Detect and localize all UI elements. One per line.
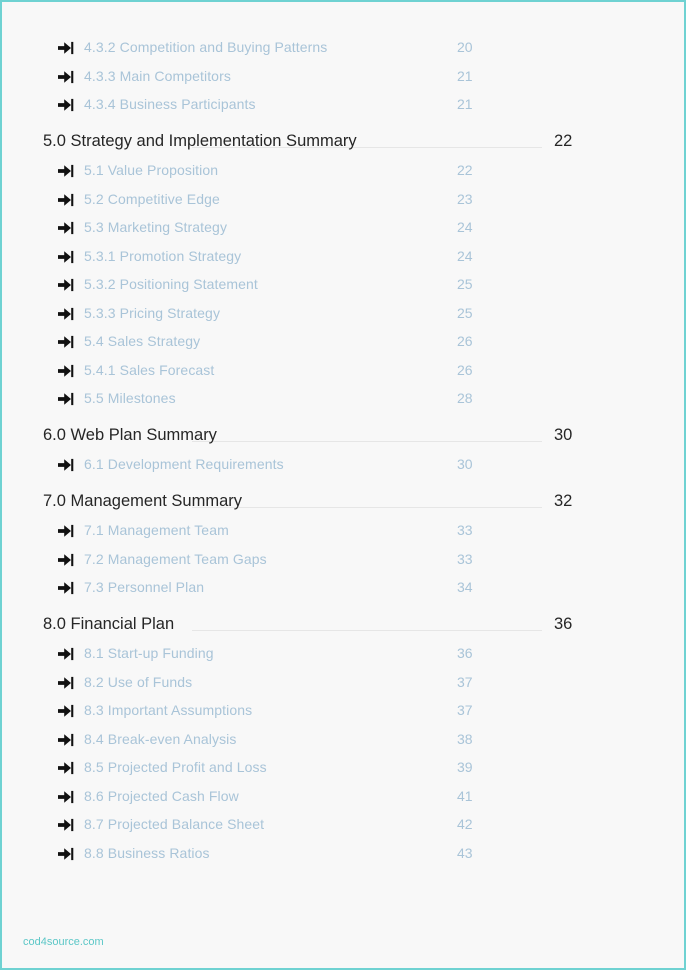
toc-entry-label: 5.2 Competitive Edge bbox=[84, 191, 220, 207]
toc-entry[interactable] bbox=[2, 815, 684, 837]
toc-entry[interactable] bbox=[2, 389, 684, 411]
leader-line bbox=[192, 441, 542, 442]
toc-entry[interactable] bbox=[2, 275, 684, 297]
toc-page-number: 36 bbox=[554, 615, 573, 633]
sign-in-icon bbox=[57, 41, 74, 55]
sign-in-icon bbox=[57, 524, 74, 538]
toc-entry[interactable] bbox=[2, 361, 684, 383]
sign-in-icon bbox=[57, 818, 74, 832]
sign-in-icon bbox=[57, 364, 74, 378]
sign-in-icon bbox=[57, 553, 74, 567]
sign-in-icon bbox=[57, 278, 74, 292]
toc-entry-label: 7.2 Management Team Gaps bbox=[84, 551, 267, 567]
toc-entry-label: 5.4.1 Sales Forecast bbox=[84, 362, 215, 378]
toc-entry-label: 5.3 Marketing Strategy bbox=[84, 219, 228, 235]
toc-entry[interactable] bbox=[2, 844, 684, 866]
toc-page-number: 42 bbox=[457, 816, 473, 832]
sign-in-icon bbox=[57, 221, 74, 235]
toc-entry[interactable] bbox=[2, 304, 684, 326]
toc-page-number: 33 bbox=[457, 551, 473, 567]
sign-in-icon bbox=[57, 164, 74, 178]
toc-section-heading[interactable] bbox=[2, 426, 684, 448]
toc-entry[interactable] bbox=[2, 644, 684, 666]
toc-entry[interactable] bbox=[2, 578, 684, 600]
toc-entry[interactable] bbox=[2, 455, 684, 477]
toc-entry-label: 7.3 Personnel Plan bbox=[84, 579, 205, 595]
toc-entry[interactable] bbox=[2, 521, 684, 543]
toc-section-heading[interactable] bbox=[2, 492, 684, 514]
watermark: cod4source.com bbox=[23, 936, 104, 948]
toc-page-number: 39 bbox=[457, 759, 473, 775]
toc-entry[interactable] bbox=[2, 332, 684, 354]
toc-entry[interactable] bbox=[2, 95, 684, 117]
toc-entry-label: 5.5 Milestones bbox=[84, 390, 176, 406]
toc-entry-label: 6.0 Web Plan Summary bbox=[43, 426, 217, 444]
toc-entry-label: 8.1 Start-up Funding bbox=[84, 645, 214, 661]
toc-page-number: 37 bbox=[457, 674, 473, 690]
toc-page-number: 43 bbox=[457, 845, 473, 861]
toc-entry-label: 8.5 Projected Profit and Loss bbox=[84, 759, 267, 775]
sign-in-icon bbox=[57, 676, 74, 690]
toc-page-number: 24 bbox=[457, 219, 473, 235]
toc-entry[interactable] bbox=[2, 730, 684, 752]
toc-entry-label: 8.8 Business Ratios bbox=[84, 845, 210, 861]
sign-in-icon bbox=[57, 392, 74, 406]
sign-in-icon bbox=[57, 761, 74, 775]
sign-in-icon bbox=[57, 647, 74, 661]
toc-entry-label: 5.3.2 Positioning Statement bbox=[84, 276, 258, 292]
toc-entry[interactable] bbox=[2, 701, 684, 723]
leader-line bbox=[192, 630, 542, 631]
toc-entry-label: 8.3 Important Assumptions bbox=[84, 702, 253, 718]
toc-entry[interactable] bbox=[2, 247, 684, 269]
toc-entry-label: 4.3.3 Main Competitors bbox=[84, 68, 231, 84]
sign-in-icon bbox=[57, 250, 74, 264]
toc-page-number: 21 bbox=[457, 68, 473, 84]
sign-in-icon bbox=[57, 733, 74, 747]
toc-entry[interactable] bbox=[2, 550, 684, 572]
sign-in-icon bbox=[57, 458, 74, 472]
toc-entry-label: 7.0 Management Summary bbox=[43, 492, 243, 510]
toc-page-number: 21 bbox=[457, 96, 473, 112]
toc-page-number: 32 bbox=[554, 492, 573, 510]
sign-in-icon bbox=[57, 704, 74, 718]
sign-in-icon bbox=[57, 790, 74, 804]
toc-page-number: 30 bbox=[554, 426, 573, 444]
toc-entry-label: 6.1 Development Requirements bbox=[84, 456, 284, 472]
toc-page-number: 28 bbox=[457, 390, 473, 406]
toc-entry[interactable] bbox=[2, 161, 684, 183]
sign-in-icon bbox=[57, 847, 74, 861]
toc-entry[interactable] bbox=[2, 190, 684, 212]
toc-entry-label: 8.0 Financial Plan bbox=[43, 615, 175, 633]
sign-in-icon bbox=[57, 193, 74, 207]
toc-page-number: 37 bbox=[457, 702, 473, 718]
toc-entry-label: 7.1 Management Team bbox=[84, 522, 229, 538]
toc-entry-label: 5.0 Strategy and Implementation Summary bbox=[43, 132, 357, 150]
toc-entry-label: 8.4 Break-even Analysis bbox=[84, 731, 237, 747]
toc-page-number: 41 bbox=[457, 788, 473, 804]
toc-entry[interactable] bbox=[2, 67, 684, 89]
toc-entry[interactable] bbox=[2, 758, 684, 780]
toc-page-number: 26 bbox=[457, 333, 473, 349]
toc-section-heading[interactable] bbox=[2, 132, 684, 154]
toc-entry-label: 8.7 Projected Balance Sheet bbox=[84, 816, 265, 832]
toc-entry-label: 8.2 Use of Funds bbox=[84, 674, 193, 690]
toc-page-number: 30 bbox=[457, 456, 473, 472]
toc-page-number: 33 bbox=[457, 522, 473, 538]
leader-line bbox=[192, 507, 542, 508]
toc-entry-label: 5.4 Sales Strategy bbox=[84, 333, 201, 349]
toc-page-number: 25 bbox=[457, 276, 473, 292]
toc-page-number: 36 bbox=[457, 645, 473, 661]
toc-entry-label: 4.3.2 Competition and Buying Patterns bbox=[84, 39, 328, 55]
toc-entry[interactable] bbox=[2, 787, 684, 809]
sign-in-icon bbox=[57, 98, 74, 112]
sign-in-icon bbox=[57, 581, 74, 595]
sign-in-icon bbox=[57, 70, 74, 84]
toc-entry-label: 5.3.1 Promotion Strategy bbox=[84, 248, 242, 264]
toc-entry-label: 5.3.3 Pricing Strategy bbox=[84, 305, 221, 321]
toc-entry-label: 4.3.4 Business Participants bbox=[84, 96, 256, 112]
sign-in-icon bbox=[57, 335, 74, 349]
toc-entry-label: 5.1 Value Proposition bbox=[84, 162, 219, 178]
toc-page-number: 22 bbox=[457, 162, 473, 178]
toc-entry[interactable] bbox=[2, 218, 684, 240]
toc-page-number: 20 bbox=[457, 39, 473, 55]
sign-in-icon bbox=[57, 307, 74, 321]
toc-entry-label: 8.6 Projected Cash Flow bbox=[84, 788, 239, 804]
toc-page-number: 34 bbox=[457, 579, 473, 595]
toc-entry[interactable] bbox=[2, 673, 684, 695]
toc-page-number: 26 bbox=[457, 362, 473, 378]
toc-page-number: 23 bbox=[457, 191, 473, 207]
toc-entry[interactable] bbox=[2, 38, 684, 60]
toc-page-number: 38 bbox=[457, 731, 473, 747]
toc-page-number: 22 bbox=[554, 132, 573, 150]
toc-section-heading[interactable] bbox=[2, 615, 684, 637]
toc-page-number: 24 bbox=[457, 248, 473, 264]
toc-page-number: 25 bbox=[457, 305, 473, 321]
